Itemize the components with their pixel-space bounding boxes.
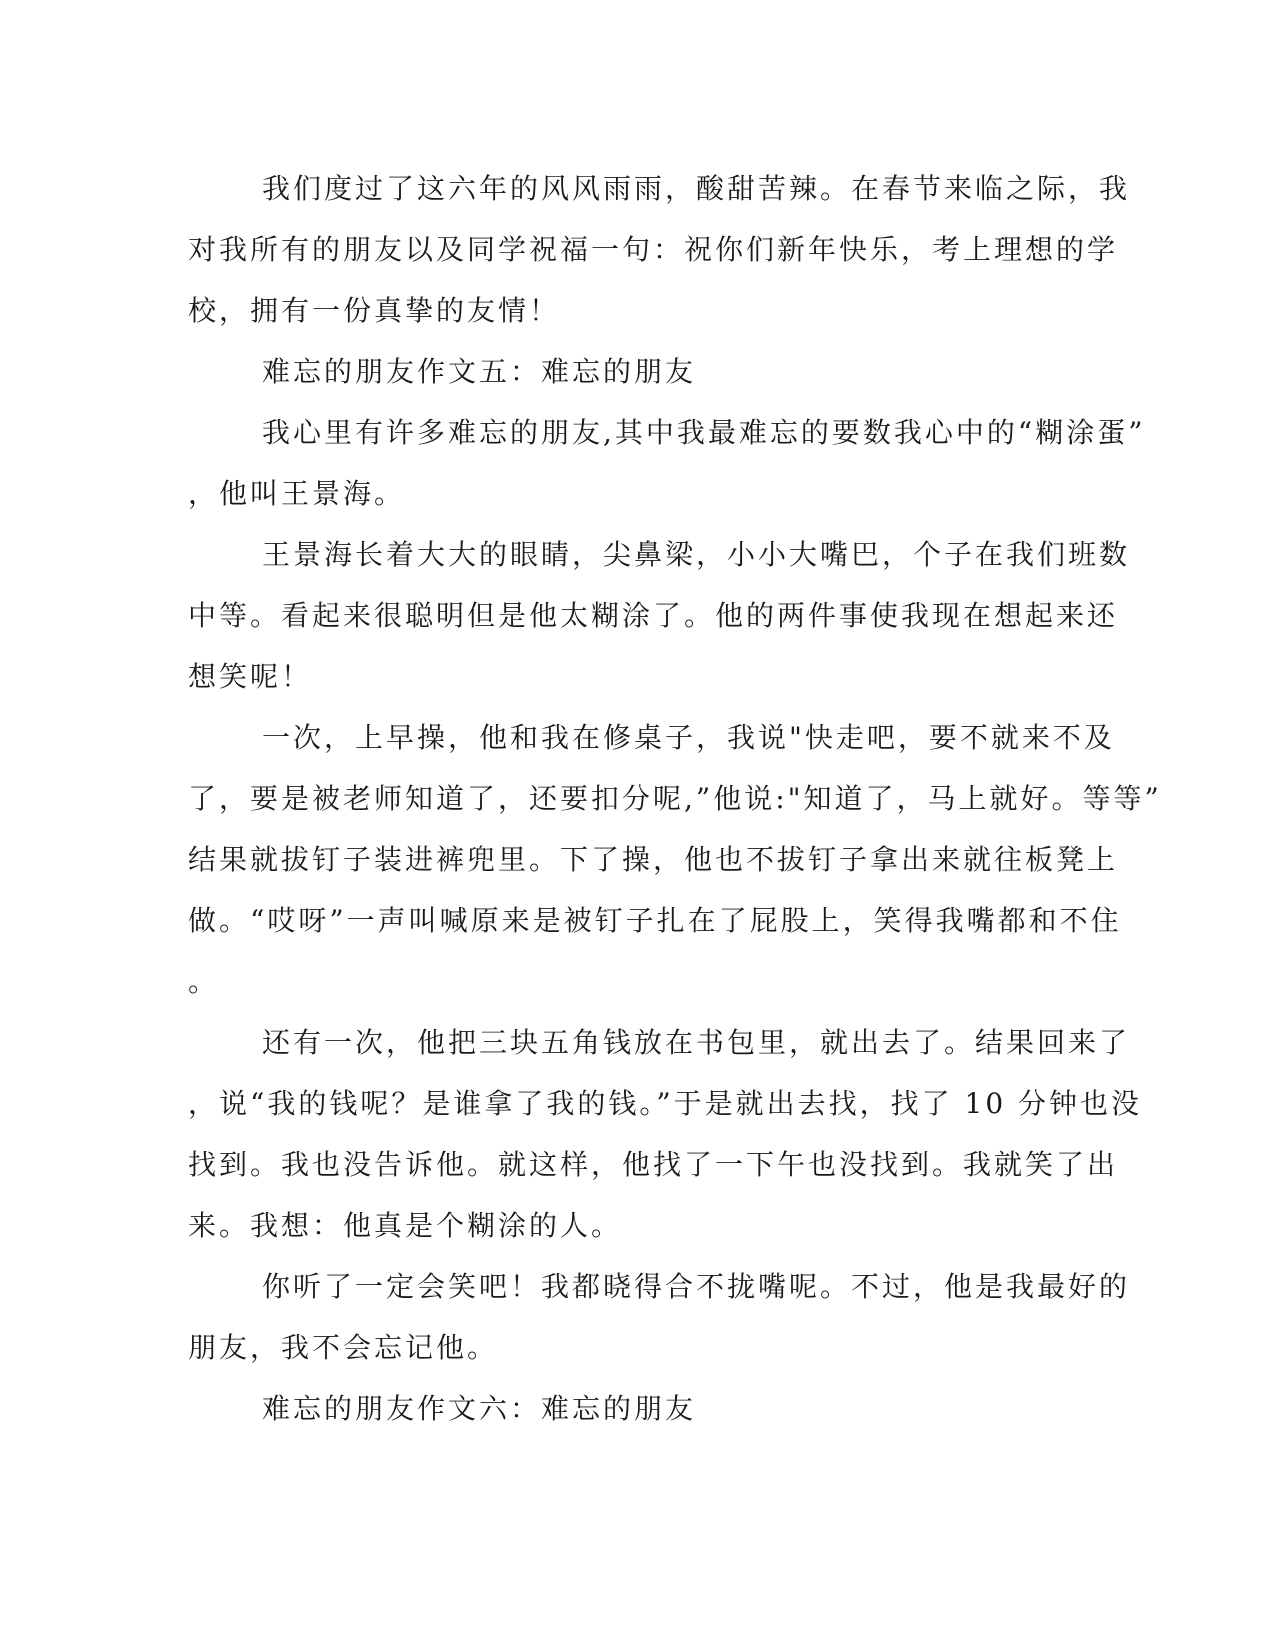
- section-heading: 难忘的朋友作文六：难忘的朋友: [262, 1392, 697, 1425]
- text-line: 了，要是被老师知道了，还要扣分呢,”他说:"知道了，马上就好。等等”: [188, 782, 1162, 815]
- text-line: 来。我想：他真是个糊涂的人。: [188, 1209, 623, 1242]
- text-line: 王景海长着大大的眼睛，尖鼻梁，小小大嘴巴，个子在我们班数: [262, 538, 1131, 571]
- section-heading: 难忘的朋友作文五：难忘的朋友: [262, 355, 697, 388]
- text-line: 一次，上早操，他和我在修桌子，我说"快走吧，要不就来不及: [262, 721, 1115, 754]
- text-line: 做。“哎呀”一声叫喊原来是被钉子扎在了屁股上，笑得我嘴都和不住: [188, 904, 1122, 937]
- text-line: ，他叫王景海。: [188, 477, 406, 510]
- text-line: ，说“我的钱呢？是谁拿了我的钱。”于是就出去找，找了 10 分钟也没: [188, 1087, 1143, 1120]
- text-line: 还有一次，他把三块五角钱放在书包里，就出去了。结果回来了: [262, 1026, 1131, 1059]
- text-line: 你听了一定会笑吧！我都晓得合不拢嘴呢。不过，他是我最好的: [262, 1270, 1131, 1303]
- text-line: 结果就拔钉子装进裤兜里。下了操，他也不拔钉子拿出来就往板凳上: [188, 843, 1119, 876]
- text-line: 。: [188, 965, 220, 998]
- text-line: 对我所有的朋友以及同学祝福一句：祝你们新年快乐，考上理想的学: [188, 233, 1119, 266]
- text-line: 中等。看起来很聪明但是他太糊涂了。他的两件事使我现在想起来还: [188, 599, 1119, 632]
- document-body: [188, 158, 1162, 1439]
- text-line: 校，拥有一份真挚的友情！: [188, 294, 561, 327]
- text-line: 朋友，我不会忘记他。: [188, 1331, 499, 1364]
- text-line: 我心里有许多难忘的朋友,其中我最难忘的要数我心中的“糊涂蛋”: [262, 416, 1146, 449]
- text-line: 我们度过了这六年的风风雨雨，酸甜苦辣。在春节来临之际，我: [262, 172, 1131, 205]
- text-line: 想笑呢！: [188, 660, 313, 693]
- text-line: 找到。我也没告诉他。就这样，他找了一下午也没找到。我就笑了出: [188, 1148, 1119, 1181]
